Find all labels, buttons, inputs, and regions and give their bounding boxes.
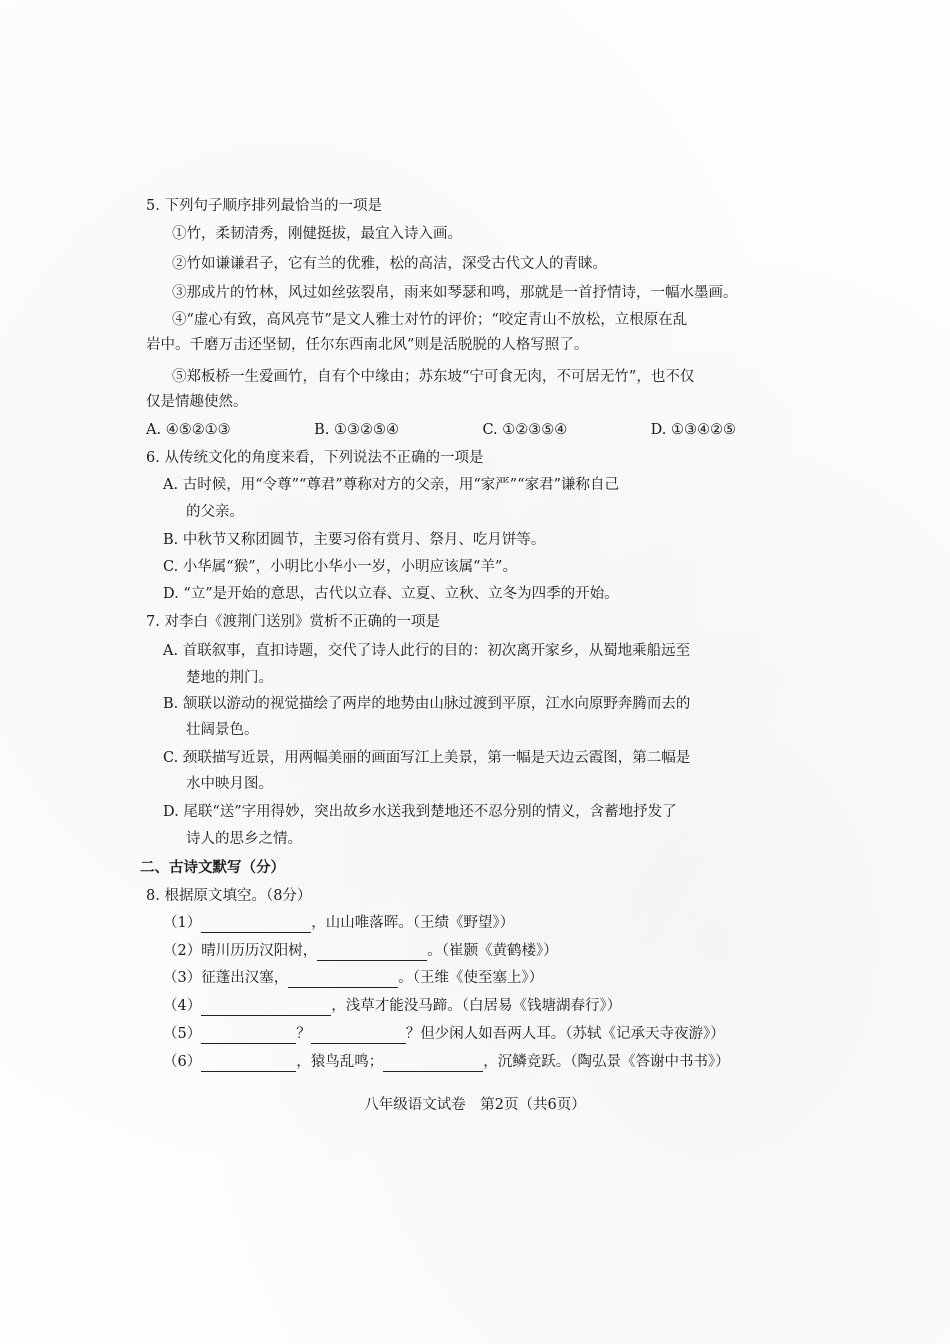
q5-option-d[interactable]: D. ①③④②⑤	[650, 422, 736, 438]
q6-option-b[interactable]: B. 中秋节又称团圆节，主要习俗有赏月、祭月、吃月饼等。	[163, 532, 546, 548]
q5-sentence-5b: 仅是情趣使然。	[146, 394, 248, 410]
q5-options	[146, 420, 736, 440]
q7-option-b[interactable]: B. 颔联以游动的视觉描绘了两岸的地势由山脉过渡到平原，江水向原野奔腾而去的	[163, 696, 691, 712]
q5-sentence-1: ①竹，柔韧清秀，刚健挺拔，最宜入诗入画。	[172, 226, 462, 242]
q8-stem: 8. 根据原文填空。（8分）	[146, 888, 312, 904]
q6-option-c[interactable]: C. 小华属“猴”，小明比小华小一岁，小明应该属“羊”。	[163, 559, 517, 575]
q8-line-5-mid: ？	[296, 1026, 311, 1042]
section-2-heading: 二、古诗文默写（分）	[140, 859, 285, 876]
q7-option-c[interactable]: C. 颈联描写近景，用两幅美丽的画面写江上美景，第一幅是天边云霞图，第二幅是	[163, 750, 691, 766]
q8-line-5-number: （5）	[163, 1026, 202, 1042]
q8-blank-4[interactable]	[201, 999, 331, 1016]
q8-line-3	[163, 968, 543, 988]
q8-line-1-text: ，山山唯落晖。（王绩《野望》）	[311, 915, 515, 931]
q8-blank-3[interactable]	[288, 971, 398, 988]
q6-stem: 6. 从传统文化的角度来看，下列说法不正确的一项是	[146, 450, 484, 466]
q8-line-1	[163, 913, 514, 933]
q8-blank-5a[interactable]	[201, 1027, 296, 1044]
q5-sentence-4b: 岩中。千磨万击还坚韧，任尔东西南北风”则是活脱脱的人格写照了。	[146, 337, 589, 353]
q8-line-6	[163, 1052, 730, 1072]
q5-sentence-4a: ④“虚心有致，高风亮节”是文人雅士对竹的评价；“咬定青山不放松，立根原在乱	[172, 312, 688, 328]
q7-option-b-cont: 壮阔景色。	[186, 722, 259, 738]
q8-line-6-end: ，沉鳞竞跃。（陶弘景《答谢中书书》）	[483, 1054, 730, 1070]
q8-line-5-end: ？但少闲人如吾两人耳。（苏轼《记承天寺夜游》）	[405, 1026, 725, 1042]
q8-line-1-number: （1）	[163, 915, 202, 931]
q8-line-2	[163, 941, 558, 961]
q7-stem: 7. 对李白《渡荆门送别》赏析不正确的一项是	[146, 614, 440, 630]
q5-option-a[interactable]: A. ④⑤②①③	[146, 422, 231, 438]
q5-sentence-3: ③那成片的竹林，风过如丝弦裂帛，雨来如琴瑟和鸣，那就是一首抒情诗，一幅水墨画。	[172, 285, 738, 301]
q7-option-a-cont: 楚地的荆门。	[186, 670, 273, 686]
q7-option-c-cont: 水中映月图。	[186, 776, 273, 792]
q8-blank-6a[interactable]	[201, 1055, 296, 1072]
q8-line-2-suffix: 。（崔颢《黄鹤楼》）	[427, 943, 558, 959]
q7-option-a[interactable]: A. 首联叙事，直扣诗题，交代了诗人此行的目的：初次离开家乡，从蜀地乘船远至	[163, 643, 691, 659]
q8-line-6-number: （6）	[163, 1054, 202, 1070]
q6-option-a-cont: 的父亲。	[186, 504, 244, 520]
q5-option-b[interactable]: B. ①③②⑤④	[314, 422, 399, 438]
q8-line-3-prefix: （3）征蓬出汉塞，	[163, 970, 289, 986]
q8-blank-2[interactable]	[317, 944, 427, 961]
q8-blank-1[interactable]	[201, 916, 311, 933]
q6-option-a[interactable]: A. 古时候，用“令尊”“尊君”尊称对方的父亲，用“家严”“家君”谦称自己	[163, 477, 619, 493]
q5-option-c[interactable]: C. ①②③⑤④	[482, 422, 568, 438]
q7-option-d-cont: 诗人的思乡之情。	[186, 831, 302, 847]
q8-blank-6b[interactable]	[383, 1055, 483, 1072]
q6-option-d[interactable]: D. “立”是开始的意思，古代以立春、立夏、立秋、立冬为四季的开始。	[163, 586, 619, 602]
q5-sentence-5a: ⑤郑板桥一生爱画竹，自有个中缘由；苏东坡“宁可食无肉，不可居无竹”，也不仅	[172, 369, 695, 385]
q8-blank-5b[interactable]	[311, 1027, 406, 1044]
q8-line-4	[163, 996, 621, 1016]
q8-line-6-mid: ，猿鸟乱鸣；	[296, 1054, 384, 1070]
q8-line-2-prefix: （2）晴川历历汉阳树，	[163, 943, 318, 959]
q8-line-3-suffix: 。（王维《使至塞上》）	[398, 970, 544, 986]
q8-line-5	[163, 1024, 725, 1044]
q8-line-4-number: （4）	[163, 998, 202, 1014]
q7-option-d[interactable]: D. 尾联“送”字用得妙，突出故乡水送我到楚地还不忍分别的情义，含蓄地抒发了	[163, 804, 677, 820]
q8-line-4-text: ，浅草才能没马蹄。（白居易《钱塘湖春行》）	[331, 998, 622, 1014]
q5-stem: 5. 下列句子顺序排列最恰当的一项是	[146, 198, 382, 214]
page-footer: 八年级语文试卷 第2页（共6页）	[364, 1097, 586, 1113]
q5-sentence-2: ②竹如谦谦君子，它有兰的优雅，松的高洁，深受古代文人的青睐。	[172, 256, 607, 272]
